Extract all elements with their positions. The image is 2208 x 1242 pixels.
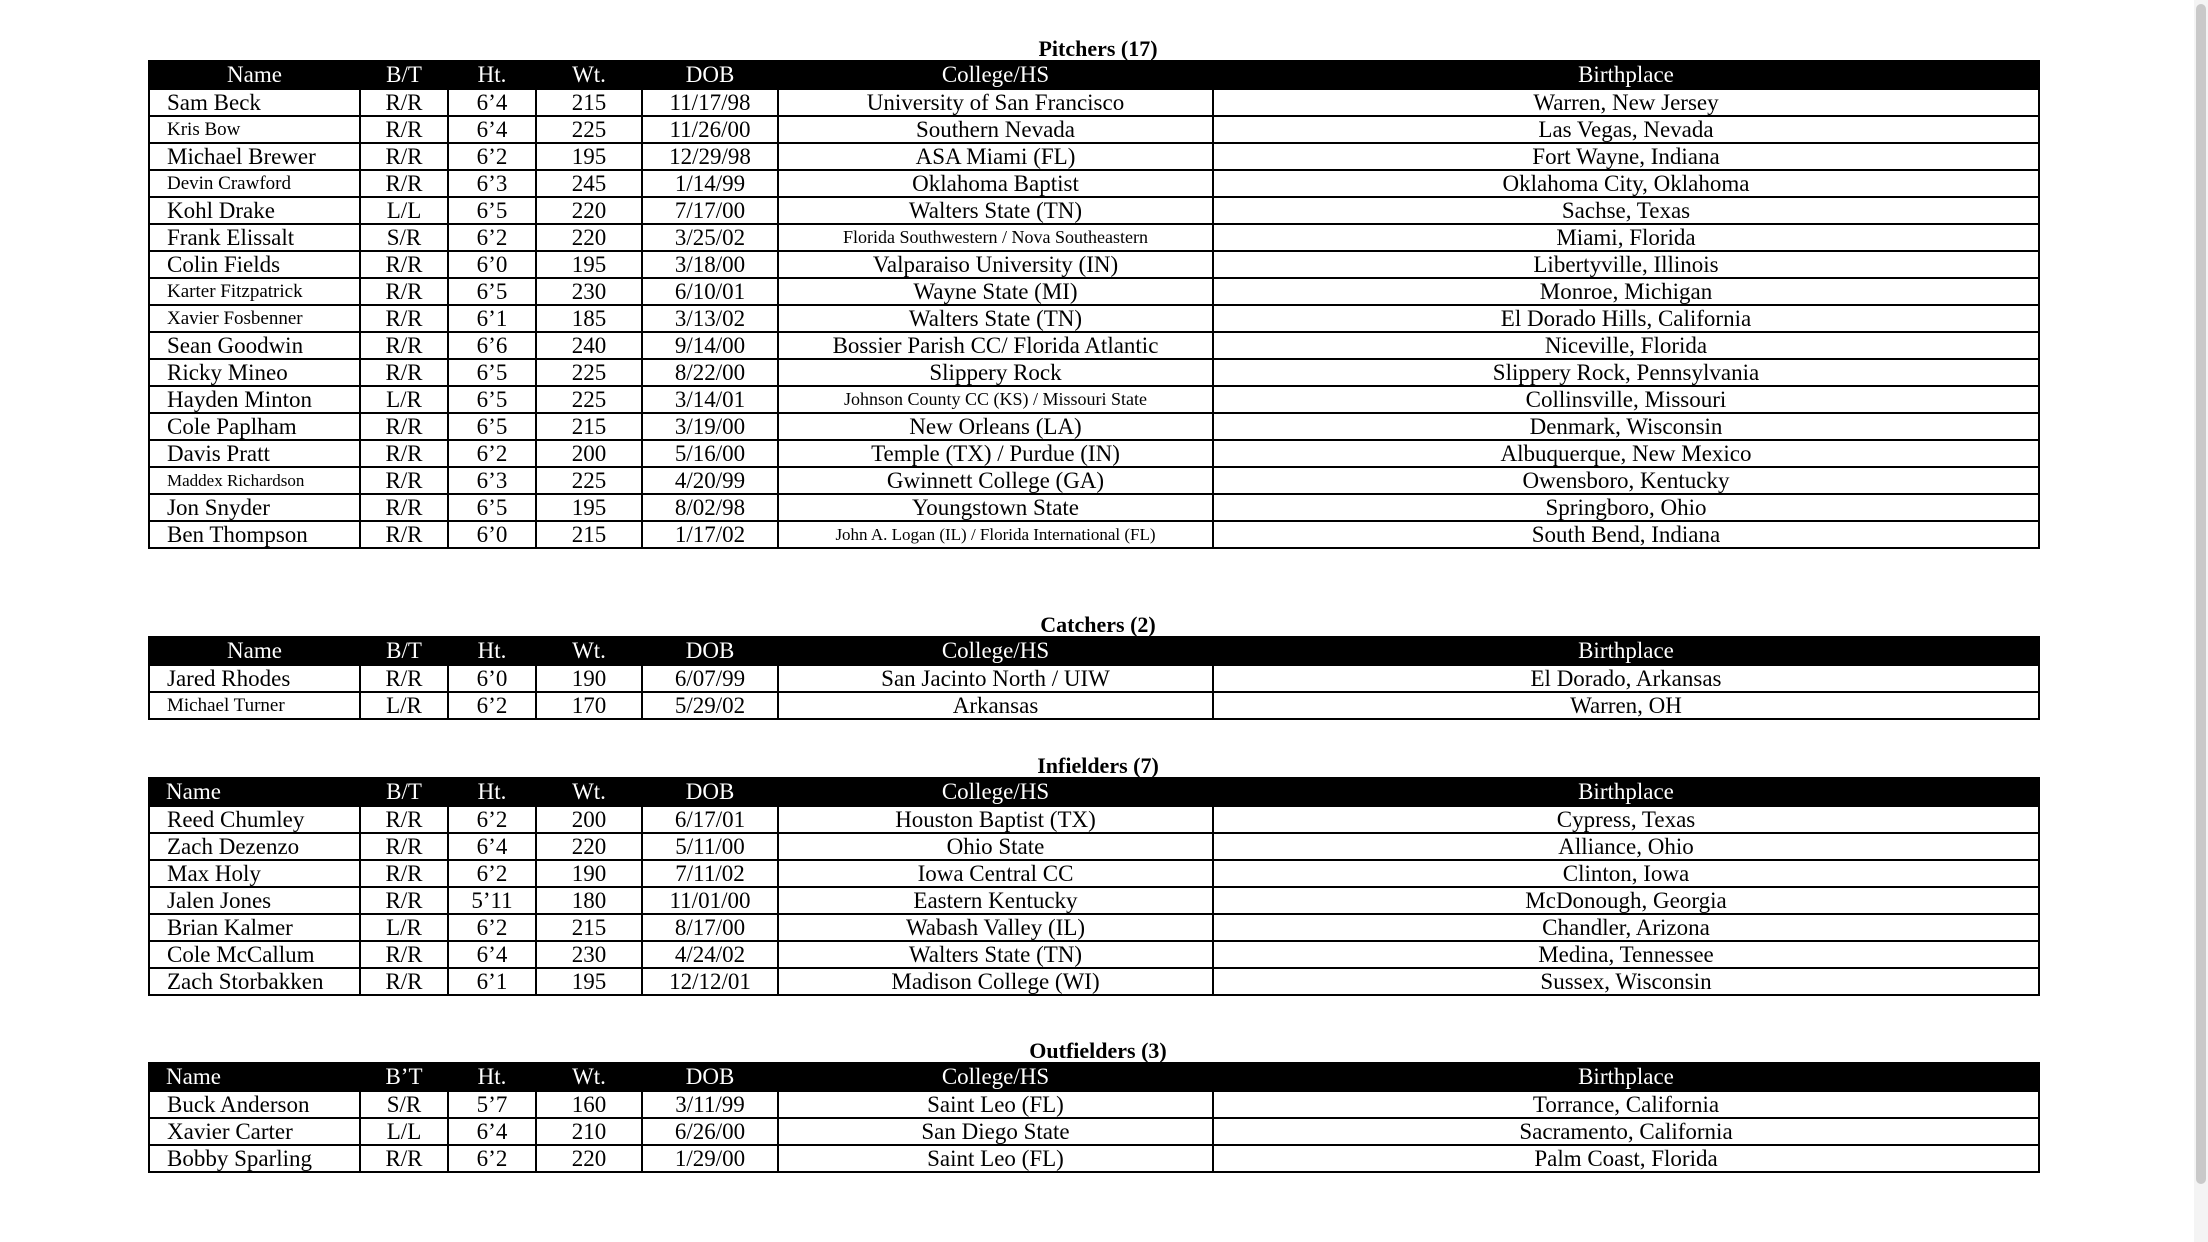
weight-cell: 220 <box>536 1145 642 1172</box>
player-name-cell: Buck Anderson <box>149 1091 360 1118</box>
infielders-table-body <box>149 806 2039 995</box>
birthplace-cell: Alliance, Ohio <box>1213 833 2039 860</box>
dob-cell: 5/11/00 <box>642 833 778 860</box>
player-name-cell: Zach Dezenzo <box>149 833 360 860</box>
section-title: Outfielders (3) <box>1029 1038 1167 1063</box>
table-header-row <box>149 1063 2039 1091</box>
birthplace-cell: Denmark, Wisconsin <box>1213 413 2039 440</box>
table-row <box>149 386 2039 413</box>
column-header-wt: Wt. <box>536 778 642 806</box>
bats-throws-cell: S/R <box>360 224 448 251</box>
birthplace-cell: Collinsville, Missouri <box>1213 386 2039 413</box>
column-header-ht: Ht. <box>448 778 536 806</box>
height-cell: 6’2 <box>448 914 536 941</box>
height-cell: 6’5 <box>448 197 536 224</box>
column-header-bt: B/T <box>360 61 448 89</box>
birthplace-cell: Monroe, Michigan <box>1213 278 2039 305</box>
college-cell: San Jacinto North / UIW <box>778 665 1213 692</box>
section-title: Catchers (2) <box>1040 612 1156 637</box>
player-name-cell: Michael Turner <box>149 692 360 719</box>
dob-cell: 3/13/02 <box>642 305 778 332</box>
pitchers-table <box>148 60 2040 549</box>
column-header-dob: DOB <box>642 637 778 665</box>
weight-cell: 210 <box>536 1118 642 1145</box>
dob-cell: 11/17/98 <box>642 89 778 116</box>
table-row <box>149 941 2039 968</box>
weight-cell: 190 <box>536 665 642 692</box>
column-header-bt: B’T <box>360 1063 448 1091</box>
table-row <box>149 143 2039 170</box>
bats-throws-cell: L/R <box>360 692 448 719</box>
height-cell: 6’5 <box>448 278 536 305</box>
player-name-cell: Sean Goodwin <box>149 332 360 359</box>
weight-cell: 195 <box>536 143 642 170</box>
height-cell: 6’5 <box>448 386 536 413</box>
pitchers-section <box>148 38 2038 549</box>
birthplace-cell: Miami, Florida <box>1213 224 2039 251</box>
bats-throws-cell: R/R <box>360 494 448 521</box>
column-header-birthplace: Birthplace <box>1213 61 2039 89</box>
college-cell: Bossier Parish CC/ Florida Atlantic <box>778 332 1213 359</box>
column-header-college: College/HS <box>778 637 1213 665</box>
birthplace-cell: Oklahoma City, Oklahoma <box>1213 170 2039 197</box>
bats-throws-cell: R/R <box>360 887 448 914</box>
bats-throws-cell: R/R <box>360 440 448 467</box>
weight-cell: 200 <box>536 440 642 467</box>
college-cell: Walters State (TN) <box>778 941 1213 968</box>
weight-cell: 190 <box>536 860 642 887</box>
weight-cell: 195 <box>536 968 642 995</box>
height-cell: 6’2 <box>448 860 536 887</box>
college-cell: John A. Logan (IL) / Florida International (FL) <box>778 521 1213 548</box>
dob-cell: 5/29/02 <box>642 692 778 719</box>
college-cell: Walters State (TN) <box>778 197 1213 224</box>
height-cell: 6’4 <box>448 941 536 968</box>
height-cell: 6’2 <box>448 1145 536 1172</box>
dob-cell: 6/07/99 <box>642 665 778 692</box>
bats-throws-cell: R/R <box>360 170 448 197</box>
bats-throws-cell: R/R <box>360 665 448 692</box>
infielders-section <box>148 755 2038 996</box>
table-row <box>149 494 2039 521</box>
birthplace-cell: Niceville, Florida <box>1213 332 2039 359</box>
table-row <box>149 665 2039 692</box>
table-row <box>149 914 2039 941</box>
birthplace-cell: El Dorado, Arkansas <box>1213 665 2039 692</box>
college-cell: Youngstown State <box>778 494 1213 521</box>
bats-throws-cell: R/R <box>360 806 448 833</box>
height-cell: 5’7 <box>448 1091 536 1118</box>
college-cell: New Orleans (LA) <box>778 413 1213 440</box>
bats-throws-cell: R/R <box>360 1145 448 1172</box>
player-name-cell: Xavier Fosbenner <box>149 305 360 332</box>
table-row <box>149 806 2039 833</box>
height-cell: 5’11 <box>448 887 536 914</box>
birthplace-cell: Slippery Rock, Pennsylvania <box>1213 359 2039 386</box>
player-name-cell: Kris Bow <box>149 116 360 143</box>
dob-cell: 1/14/99 <box>642 170 778 197</box>
column-header-birthplace: Birthplace <box>1213 1063 2039 1091</box>
player-name-cell: Karter Fitzpatrick <box>149 278 360 305</box>
column-header-birthplace: Birthplace <box>1213 637 2039 665</box>
infielders-table <box>148 777 2040 996</box>
outfielders-section <box>148 1040 2038 1173</box>
table-row <box>149 1118 2039 1145</box>
dob-cell: 1/17/02 <box>642 521 778 548</box>
college-cell: Wayne State (MI) <box>778 278 1213 305</box>
college-cell: Slippery Rock <box>778 359 1213 386</box>
bats-throws-cell: L/L <box>360 1118 448 1145</box>
column-header-name: Name <box>149 1063 360 1091</box>
birthplace-cell: Libertyville, Illinois <box>1213 251 2039 278</box>
birthplace-cell: Cypress, Texas <box>1213 806 2039 833</box>
table-row <box>149 692 2039 719</box>
bats-throws-cell: R/R <box>360 143 448 170</box>
dob-cell: 12/29/98 <box>642 143 778 170</box>
bats-throws-cell: R/R <box>360 833 448 860</box>
birthplace-cell: Albuquerque, New Mexico <box>1213 440 2039 467</box>
table-row <box>149 968 2039 995</box>
college-cell: Southern Nevada <box>778 116 1213 143</box>
bats-throws-cell: L/R <box>360 386 448 413</box>
bats-throws-cell: R/R <box>360 278 448 305</box>
height-cell: 6’1 <box>448 968 536 995</box>
weight-cell: 195 <box>536 251 642 278</box>
table-row <box>149 440 2039 467</box>
college-cell: Saint Leo (FL) <box>778 1091 1213 1118</box>
weight-cell: 195 <box>536 494 642 521</box>
table-row <box>149 1091 2039 1118</box>
birthplace-cell: El Dorado Hills, California <box>1213 305 2039 332</box>
college-cell: Eastern Kentucky <box>778 887 1213 914</box>
dob-cell: 6/17/01 <box>642 806 778 833</box>
weight-cell: 225 <box>536 467 642 494</box>
outfielders-table-body <box>149 1091 2039 1172</box>
player-name-cell: Bobby Sparling <box>149 1145 360 1172</box>
weight-cell: 240 <box>536 332 642 359</box>
catchers-section <box>148 614 2038 720</box>
weight-cell: 160 <box>536 1091 642 1118</box>
height-cell: 6’4 <box>448 116 536 143</box>
height-cell: 6’2 <box>448 440 536 467</box>
birthplace-cell: Sussex, Wisconsin <box>1213 968 2039 995</box>
height-cell: 6’4 <box>448 89 536 116</box>
dob-cell: 8/17/00 <box>642 914 778 941</box>
height-cell: 6’5 <box>448 359 536 386</box>
table-row <box>149 116 2039 143</box>
player-name-cell: Colin Fields <box>149 251 360 278</box>
table-header-row <box>149 778 2039 806</box>
college-cell: Saint Leo (FL) <box>778 1145 1213 1172</box>
college-cell: Houston Baptist (TX) <box>778 806 1213 833</box>
column-header-birthplace: Birthplace <box>1213 778 2039 806</box>
column-header-bt: B/T <box>360 778 448 806</box>
weight-cell: 215 <box>536 89 642 116</box>
height-cell: 6’2 <box>448 224 536 251</box>
birthplace-cell: Sacramento, California <box>1213 1118 2039 1145</box>
dob-cell: 7/17/00 <box>642 197 778 224</box>
column-header-name: Name <box>149 61 360 89</box>
college-cell: Florida Southwestern / Nova Southeastern <box>778 224 1213 251</box>
column-header-wt: Wt. <box>536 637 642 665</box>
weight-cell: 230 <box>536 941 642 968</box>
player-name-cell: Max Holy <box>149 860 360 887</box>
pitchers-table-body <box>149 89 2039 548</box>
dob-cell: 11/01/00 <box>642 887 778 914</box>
dob-cell: 4/20/99 <box>642 467 778 494</box>
dob-cell: 5/16/00 <box>642 440 778 467</box>
birthplace-cell: Las Vegas, Nevada <box>1213 116 2039 143</box>
outfielders-table <box>148 1062 2040 1173</box>
player-name-cell: Jon Snyder <box>149 494 360 521</box>
player-name-cell: Brian Kalmer <box>149 914 360 941</box>
column-header-wt: Wt. <box>536 61 642 89</box>
height-cell: 6’3 <box>448 170 536 197</box>
column-header-name: Name <box>149 637 360 665</box>
birthplace-cell: Chandler, Arizona <box>1213 914 2039 941</box>
bats-throws-cell: R/R <box>360 968 448 995</box>
weight-cell: 225 <box>536 386 642 413</box>
college-cell: Madison College (WI) <box>778 968 1213 995</box>
dob-cell: 6/10/01 <box>642 278 778 305</box>
player-name-cell: Hayden Minton <box>149 386 360 413</box>
bats-throws-cell: L/R <box>360 914 448 941</box>
weight-cell: 220 <box>536 224 642 251</box>
birthplace-cell: Sachse, Texas <box>1213 197 2039 224</box>
college-cell: Wabash Valley (IL) <box>778 914 1213 941</box>
scrollbar-thumb[interactable] <box>2196 4 2206 1184</box>
birthplace-cell: Fort Wayne, Indiana <box>1213 143 2039 170</box>
bats-throws-cell: R/R <box>360 941 448 968</box>
table-row <box>149 305 2039 332</box>
bats-throws-cell: L/L <box>360 197 448 224</box>
height-cell: 6’6 <box>448 332 536 359</box>
birthplace-cell: South Bend, Indiana <box>1213 521 2039 548</box>
table-row <box>149 278 2039 305</box>
weight-cell: 185 <box>536 305 642 332</box>
table-row <box>149 887 2039 914</box>
bats-throws-cell: R/R <box>360 251 448 278</box>
college-cell: Valparaiso University (IN) <box>778 251 1213 278</box>
height-cell: 6’2 <box>448 806 536 833</box>
table-row <box>149 332 2039 359</box>
column-header-ht: Ht. <box>448 637 536 665</box>
bats-throws-cell: R/R <box>360 413 448 440</box>
birthplace-cell: Warren, New Jersey <box>1213 89 2039 116</box>
college-cell: Walters State (TN) <box>778 305 1213 332</box>
column-header-ht: Ht. <box>448 1063 536 1091</box>
height-cell: 6’0 <box>448 665 536 692</box>
dob-cell: 3/19/00 <box>642 413 778 440</box>
bats-throws-cell: R/R <box>360 860 448 887</box>
player-name-cell: Ricky Mineo <box>149 359 360 386</box>
birthplace-cell: Clinton, Iowa <box>1213 860 2039 887</box>
weight-cell: 225 <box>536 359 642 386</box>
bats-throws-cell: R/R <box>360 521 448 548</box>
weight-cell: 170 <box>536 692 642 719</box>
player-name-cell: Jared Rhodes <box>149 665 360 692</box>
college-cell: Johnson County CC (KS) / Missouri State <box>778 386 1213 413</box>
height-cell: 6’1 <box>448 305 536 332</box>
bats-throws-cell: R/R <box>360 359 448 386</box>
player-name-cell: Devin Crawford <box>149 170 360 197</box>
column-header-name: Name <box>149 778 360 806</box>
birthplace-cell: Owensboro, Kentucky <box>1213 467 2039 494</box>
dob-cell: 8/02/98 <box>642 494 778 521</box>
table-row <box>149 860 2039 887</box>
player-name-cell: Michael Brewer <box>149 143 360 170</box>
table-row <box>149 833 2039 860</box>
height-cell: 6’0 <box>448 251 536 278</box>
bats-throws-cell: R/R <box>360 89 448 116</box>
height-cell: 6’3 <box>448 467 536 494</box>
height-cell: 6’5 <box>448 494 536 521</box>
weight-cell: 245 <box>536 170 642 197</box>
dob-cell: 8/22/00 <box>642 359 778 386</box>
height-cell: 6’4 <box>448 1118 536 1145</box>
birthplace-cell: Medina, Tennessee <box>1213 941 2039 968</box>
height-cell: 6’4 <box>448 833 536 860</box>
weight-cell: 200 <box>536 806 642 833</box>
college-cell: Temple (TX) / Purdue (IN) <box>778 440 1213 467</box>
college-cell: Gwinnett College (GA) <box>778 467 1213 494</box>
dob-cell: 4/24/02 <box>642 941 778 968</box>
weight-cell: 215 <box>536 914 642 941</box>
column-header-college: College/HS <box>778 61 1213 89</box>
player-name-cell: Jalen Jones <box>149 887 360 914</box>
dob-cell: 11/26/00 <box>642 116 778 143</box>
column-header-wt: Wt. <box>536 1063 642 1091</box>
table-header-row <box>149 61 2039 89</box>
bats-throws-cell: R/R <box>360 305 448 332</box>
dob-cell: 7/11/02 <box>642 860 778 887</box>
weight-cell: 225 <box>536 116 642 143</box>
college-cell: ASA Miami (FL) <box>778 143 1213 170</box>
height-cell: 6’0 <box>448 521 536 548</box>
college-cell: University of San Francisco <box>778 89 1213 116</box>
dob-cell: 3/11/99 <box>642 1091 778 1118</box>
birthplace-cell: Springboro, Ohio <box>1213 494 2039 521</box>
player-name-cell: Davis Pratt <box>149 440 360 467</box>
weight-cell: 180 <box>536 887 642 914</box>
bats-throws-cell: R/R <box>360 467 448 494</box>
table-row <box>149 170 2039 197</box>
college-cell: San Diego State <box>778 1118 1213 1145</box>
height-cell: 6’5 <box>448 413 536 440</box>
table-row <box>149 251 2039 278</box>
table-row <box>149 521 2039 548</box>
weight-cell: 215 <box>536 521 642 548</box>
catchers-table-body <box>149 665 2039 719</box>
college-cell: Ohio State <box>778 833 1213 860</box>
height-cell: 6’2 <box>448 692 536 719</box>
player-name-cell: Zach Storbakken <box>149 968 360 995</box>
dob-cell: 3/14/01 <box>642 386 778 413</box>
bats-throws-cell: R/R <box>360 116 448 143</box>
player-name-cell: Kohl Drake <box>149 197 360 224</box>
dob-cell: 1/29/00 <box>642 1145 778 1172</box>
dob-cell: 6/26/00 <box>642 1118 778 1145</box>
column-header-bt: B/T <box>360 637 448 665</box>
dob-cell: 3/18/00 <box>642 251 778 278</box>
table-row <box>149 467 2039 494</box>
column-header-college: College/HS <box>778 1063 1213 1091</box>
column-header-ht: Ht. <box>448 61 536 89</box>
player-name-cell: Ben Thompson <box>149 521 360 548</box>
dob-cell: 12/12/01 <box>642 968 778 995</box>
birthplace-cell: McDonough, Georgia <box>1213 887 2039 914</box>
college-cell: Oklahoma Baptist <box>778 170 1213 197</box>
player-name-cell: Cole Paplham <box>149 413 360 440</box>
player-name-cell: Reed Chumley <box>149 806 360 833</box>
column-header-dob: DOB <box>642 61 778 89</box>
table-row <box>149 413 2039 440</box>
dob-cell: 3/25/02 <box>642 224 778 251</box>
column-header-dob: DOB <box>642 1063 778 1091</box>
column-header-college: College/HS <box>778 778 1213 806</box>
player-name-cell: Sam Beck <box>149 89 360 116</box>
bats-throws-cell: S/R <box>360 1091 448 1118</box>
section-title: Infielders (7) <box>1037 753 1159 778</box>
weight-cell: 220 <box>536 197 642 224</box>
table-row <box>149 197 2039 224</box>
catchers-table <box>148 636 2040 720</box>
table-row <box>149 359 2039 386</box>
college-cell: Arkansas <box>778 692 1213 719</box>
player-name-cell: Xavier Carter <box>149 1118 360 1145</box>
player-name-cell: Frank Elissalt <box>149 224 360 251</box>
dob-cell: 9/14/00 <box>642 332 778 359</box>
weight-cell: 215 <box>536 413 642 440</box>
section-title: Pitchers (17) <box>1038 36 1158 61</box>
weight-cell: 230 <box>536 278 642 305</box>
college-cell: Iowa Central CC <box>778 860 1213 887</box>
column-header-dob: DOB <box>642 778 778 806</box>
birthplace-cell: Warren, OH <box>1213 692 2039 719</box>
birthplace-cell: Torrance, California <box>1213 1091 2039 1118</box>
player-name-cell: Cole McCallum <box>149 941 360 968</box>
table-header-row <box>149 637 2039 665</box>
player-name-cell: Maddex Richardson <box>149 467 360 494</box>
birthplace-cell: Palm Coast, Florida <box>1213 1145 2039 1172</box>
vertical-scrollbar[interactable] <box>2194 0 2208 1242</box>
table-row <box>149 224 2039 251</box>
bats-throws-cell: R/R <box>360 332 448 359</box>
table-row <box>149 1145 2039 1172</box>
weight-cell: 220 <box>536 833 642 860</box>
table-row <box>149 89 2039 116</box>
height-cell: 6’2 <box>448 143 536 170</box>
